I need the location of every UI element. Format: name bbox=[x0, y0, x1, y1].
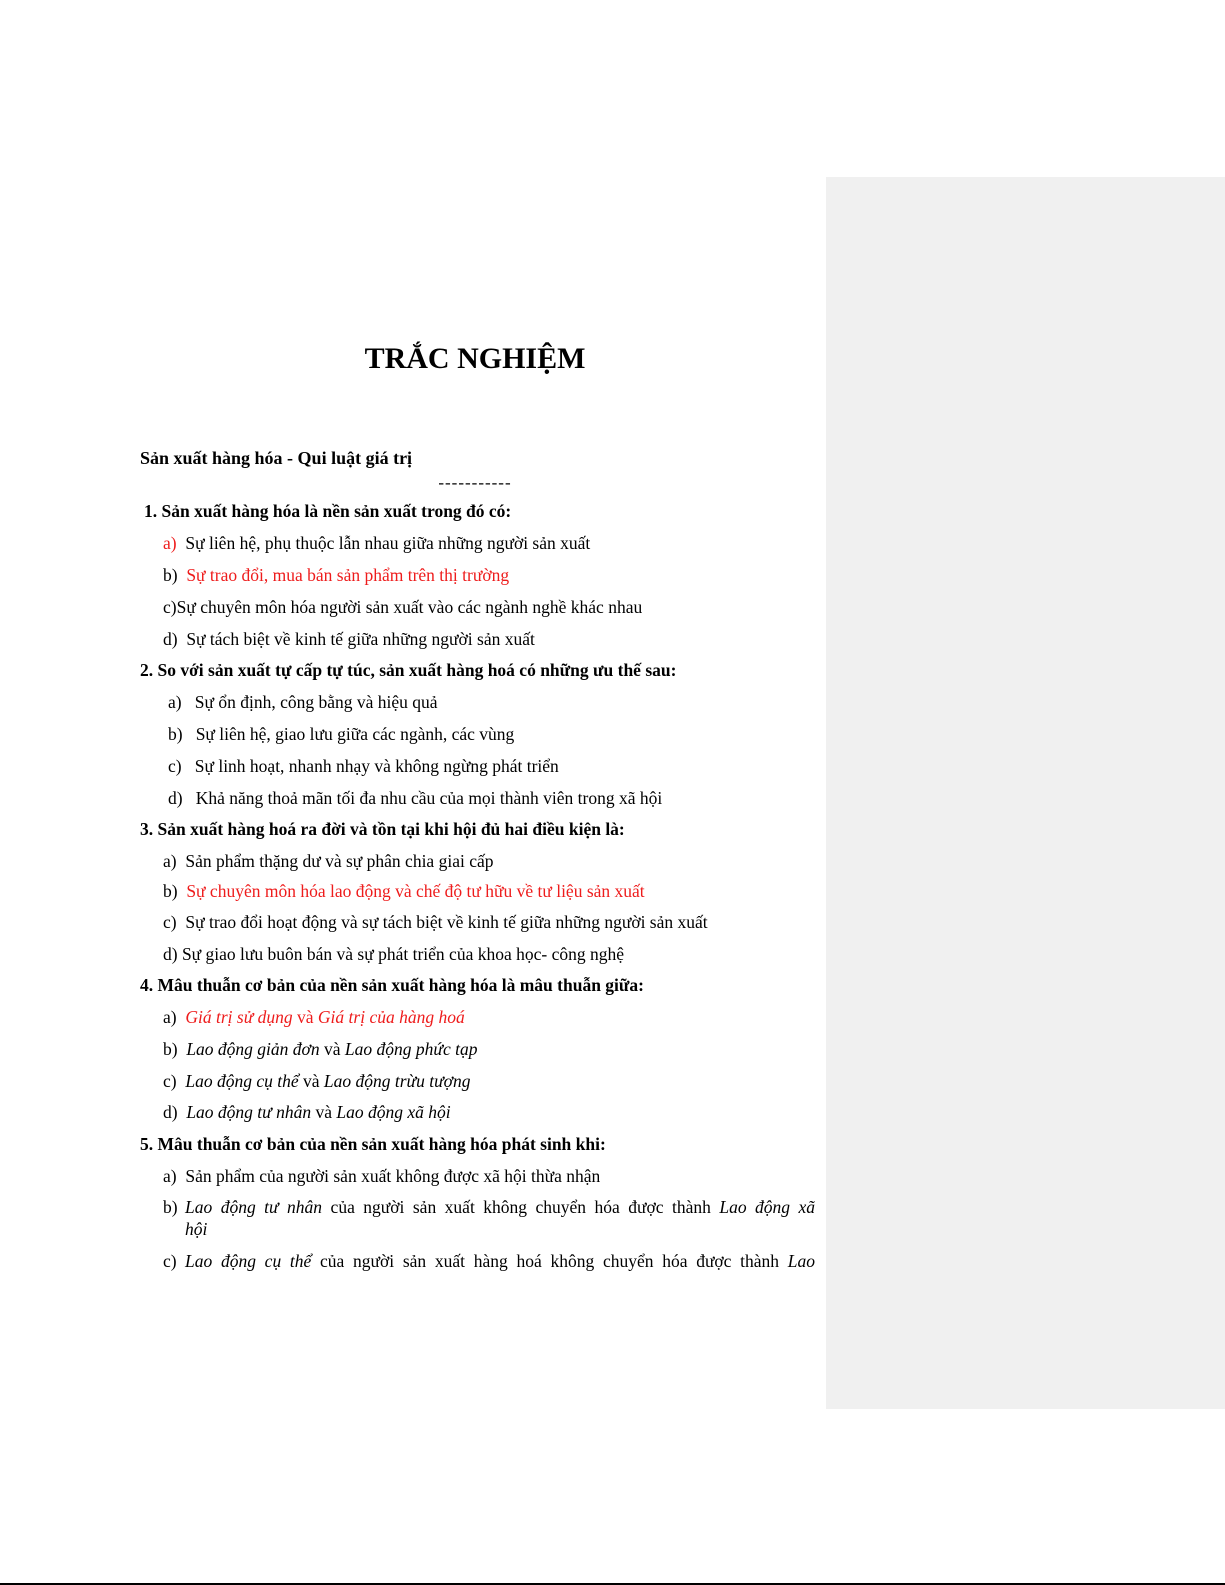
q5-option-b-label: b) bbox=[163, 1197, 178, 1217]
q2-option-d-label: d) bbox=[168, 788, 183, 808]
q4-option-c-term1: Lao động cụ thể bbox=[185, 1071, 299, 1091]
q4-option-a-conj: và bbox=[297, 1007, 314, 1027]
q4-option-d-term2: Lao động xã hội bbox=[336, 1102, 451, 1122]
q5-option-b-term2-end: hội bbox=[185, 1219, 208, 1239]
q5-option-a-text: Sản phẩm của người sản xuất không được xã hội thừa nhận bbox=[185, 1166, 601, 1186]
q4-option-c bbox=[163, 1070, 470, 1092]
q5-option-c-mid: của người sản xuất hàng hoá không chuyển hóa được thành bbox=[320, 1251, 780, 1271]
q2-option-a-text: Sự ổn định, công bằng và hiệu quả bbox=[194, 692, 438, 712]
q4-option-c-conj: và bbox=[303, 1071, 320, 1091]
q5-option-b-continuation bbox=[185, 1218, 207, 1240]
q5-option-c-label: c) bbox=[163, 1251, 177, 1271]
page-title: TRẮC NGHIỆM bbox=[364, 342, 586, 375]
q1-option-b-label: b) bbox=[163, 565, 178, 585]
q2-option-b bbox=[168, 723, 514, 745]
question-1: 1. Sản xuất hàng hóa là nền sản xuất trong đó có: bbox=[144, 501, 512, 521]
q5-option-b bbox=[163, 1196, 178, 1218]
q4-option-b-term2: Lao động phức tạp bbox=[344, 1039, 478, 1059]
q4-option-b-term1: Lao động giản đơn bbox=[186, 1039, 320, 1059]
q4-option-d-conj: và bbox=[315, 1102, 332, 1122]
q4-option-a bbox=[163, 1006, 465, 1028]
q5-option-b-term2: Lao động xã bbox=[719, 1197, 816, 1217]
q2-option-a-label: a) bbox=[168, 692, 182, 712]
q3-option-a-label: a) bbox=[163, 851, 177, 871]
q3-option-c bbox=[163, 911, 708, 933]
q4-option-c-term2: Lao động trừu tượng bbox=[323, 1071, 471, 1091]
q1-option-d bbox=[163, 628, 535, 650]
question-2: 2. So với sản xuất tự cấp tự túc, sản xuất hàng hoá có những ưu thế sau: bbox=[140, 660, 677, 680]
q1-option-c bbox=[163, 596, 642, 618]
q2-option-c-label: c) bbox=[168, 756, 182, 776]
q4-option-b-conj: và bbox=[324, 1039, 341, 1059]
q2-option-c bbox=[168, 755, 559, 777]
q4-option-a-term1: Giá trị sử dụng bbox=[185, 1007, 293, 1027]
q2-option-b-text: Sự liên hệ, giao lưu giữa các ngành, các vùng bbox=[195, 724, 515, 744]
q5-option-c-term1: Lao động cụ thể bbox=[185, 1251, 312, 1271]
q4-option-c-label: c) bbox=[163, 1071, 177, 1091]
question-5: 5. Mâu thuẫn cơ bản của nền sản xuất hàng hóa phát sinh khi: bbox=[140, 1134, 606, 1154]
q3-option-b-text: Sự chuyên môn hóa lao động và chế độ tư hữu về tư liệu sản xuất bbox=[186, 881, 645, 901]
q2-option-c-text: Sự linh hoạt, nhanh nhạy và không ngừng phát triển bbox=[194, 756, 559, 776]
q3-option-d-text: Sự giao lưu buôn bán và sự phát triển của khoa học- công nghệ bbox=[181, 944, 624, 964]
q5-option-c-term2: Lao bbox=[787, 1251, 816, 1271]
q3-option-a bbox=[163, 850, 493, 872]
q1-option-b bbox=[163, 564, 509, 586]
q4-option-b-label: b) bbox=[163, 1039, 178, 1059]
q2-option-d bbox=[168, 787, 662, 809]
q3-option-c-label: c) bbox=[163, 912, 177, 932]
q5-option-c bbox=[163, 1250, 177, 1272]
q1-option-c-text: Sự chuyên môn hóa người sản xuất vào các ngành nghề khác nhau bbox=[176, 597, 643, 617]
q4-option-a-label: a) bbox=[163, 1007, 177, 1027]
q4-option-d-term1: Lao động tư nhân bbox=[186, 1102, 312, 1122]
q1-option-c-label: c) bbox=[163, 597, 177, 617]
q5-option-a-label: a) bbox=[163, 1166, 177, 1186]
q3-option-b bbox=[163, 880, 645, 902]
question-4: 4. Mâu thuẫn cơ bản của nền sản xuất hàng hóa là mâu thuẫn giữa: bbox=[140, 975, 644, 995]
q1-option-a-text: Sự liên hệ, phụ thuộc lẫn nhau giữa những người sản xuất bbox=[185, 533, 591, 553]
q3-option-d-label: d) bbox=[163, 944, 178, 964]
q5-option-a bbox=[163, 1165, 600, 1187]
q4-option-a-term2: Giá trị của hàng hoá bbox=[317, 1007, 465, 1027]
q1-option-d-label: d) bbox=[163, 629, 178, 649]
q1-option-a-label: a) bbox=[163, 533, 177, 553]
q4-option-b bbox=[163, 1038, 477, 1060]
q1-option-b-text: Sự trao đổi, mua bán sản phẩm trên thị trường bbox=[186, 565, 510, 585]
section-heading: Sản xuất hàng hóa - Qui luật giá trị bbox=[140, 448, 413, 468]
q5-option-b-mid: của người sản xuất không chuyển hóa được thành bbox=[330, 1197, 711, 1217]
q1-option-d-text: Sự tách biệt về kinh tế giữa những người sản xuất bbox=[186, 629, 535, 649]
q3-option-b-label: b) bbox=[163, 881, 178, 901]
q5-option-b-body bbox=[185, 1196, 815, 1218]
q5-option-b-term1: Lao động tư nhân bbox=[185, 1197, 323, 1217]
q2-option-a bbox=[168, 691, 438, 713]
separator: ----------- bbox=[438, 473, 512, 492]
q2-option-b-label: b) bbox=[168, 724, 183, 744]
comment-pane bbox=[826, 177, 1225, 1409]
q2-option-d-text: Khả năng thoả mãn tối đa nhu cầu của mọi thành viên trong xã hội bbox=[195, 788, 663, 808]
q4-option-d-label: d) bbox=[163, 1102, 178, 1122]
q3-option-a-text: Sản phẩm thặng dư và sự phân chia giai cấp bbox=[185, 851, 494, 871]
question-3: 3. Sản xuất hàng hoá ra đời và tồn tại khi hội đủ hai điều kiện là: bbox=[140, 819, 625, 839]
q1-option-a bbox=[163, 532, 590, 554]
q3-option-c-text: Sự trao đổi hoạt động và sự tách biệt về kinh tế giữa những người sản xuất bbox=[185, 912, 708, 932]
q4-option-d bbox=[163, 1101, 451, 1123]
q3-option-d bbox=[163, 943, 624, 965]
q5-option-c-body bbox=[185, 1250, 815, 1272]
